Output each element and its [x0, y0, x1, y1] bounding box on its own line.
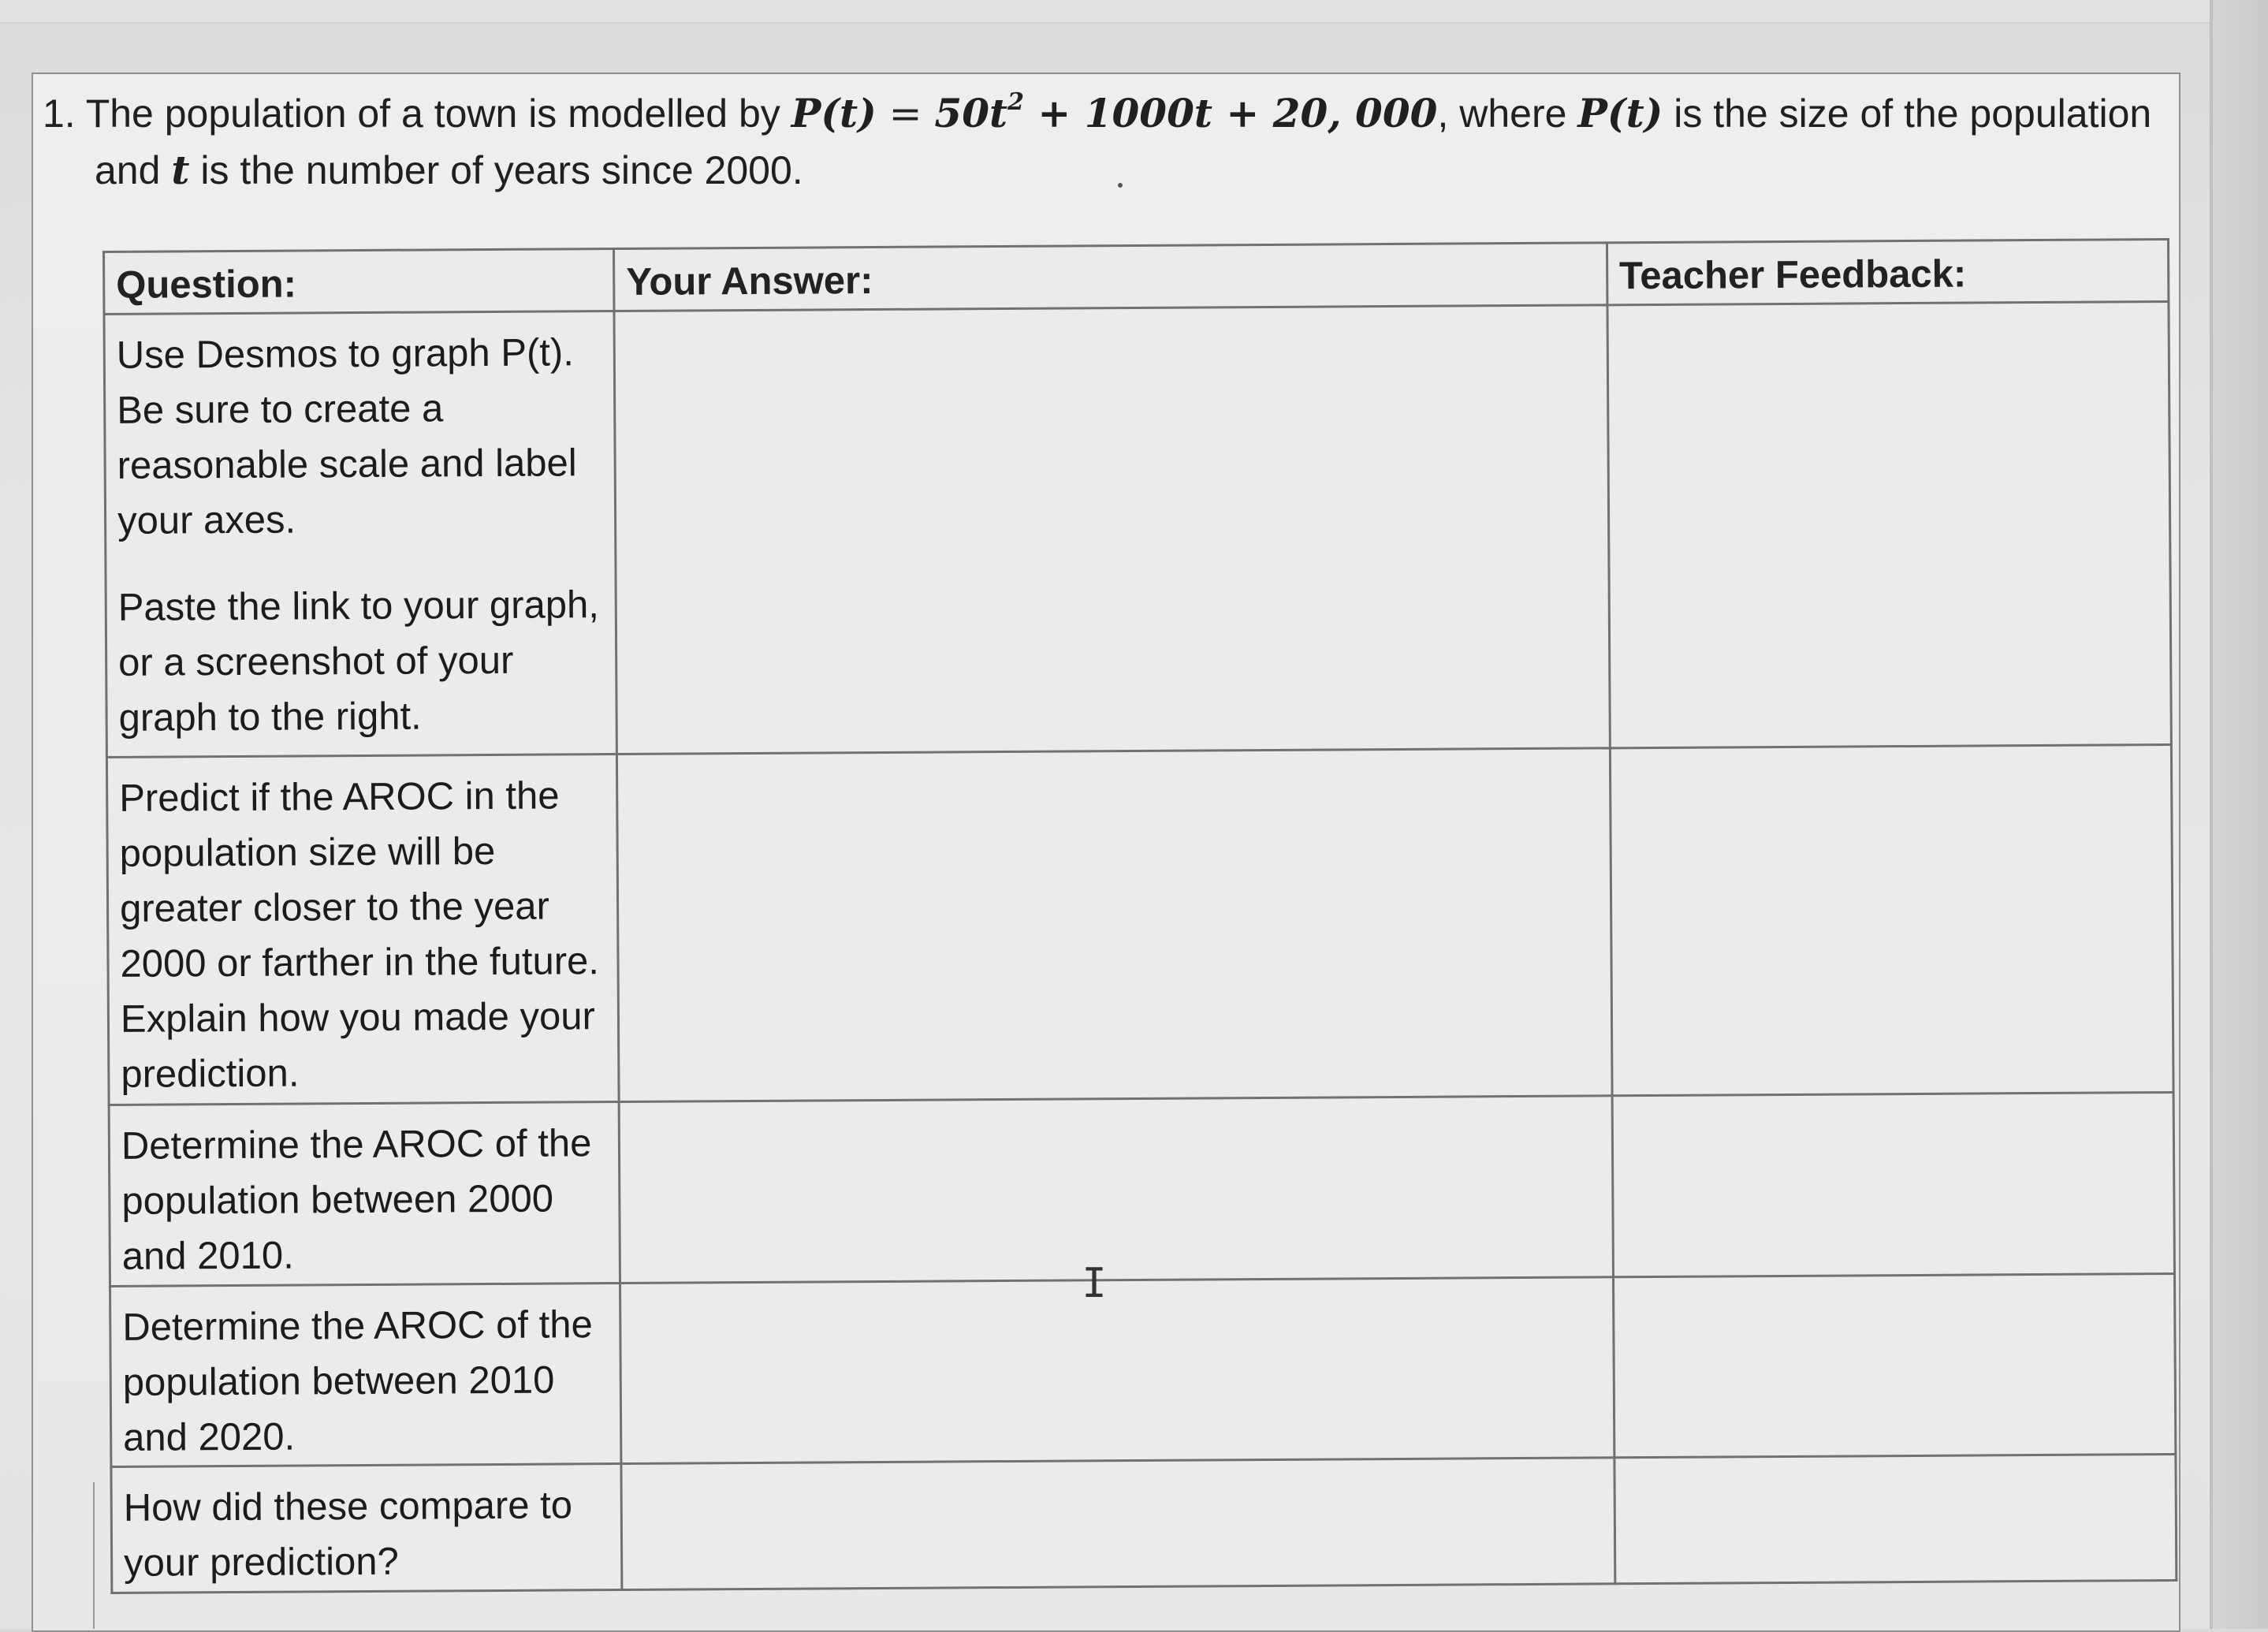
answer-cell-predict[interactable] — [617, 748, 1612, 1101]
answer-cell-graph[interactable] — [614, 305, 1610, 755]
problem-line-1 — [43, 85, 2171, 142]
formula-equals: = — [876, 91, 935, 136]
answer-cell-compare[interactable] — [621, 1458, 1615, 1589]
formula-lhs: P(t) — [791, 90, 877, 136]
screen-bezel-edge — [2210, 0, 2268, 1629]
answer-cell-aroc-2010-2020[interactable] — [620, 1276, 1614, 1463]
problem-mid-text: , where — [1437, 91, 1567, 136]
text-cursor-icon: I — [1082, 1260, 1107, 1307]
feedback-cell-predict — [1610, 745, 2173, 1096]
feedback-cell-compare — [1614, 1455, 2177, 1584]
time-variable: t — [171, 147, 190, 193]
problem-line-2 — [43, 142, 2171, 199]
question-text-paste: Paste the link to your graph, or a screenshot of your graph to the right. — [117, 583, 600, 740]
table-row — [111, 1455, 2177, 1593]
problem-line2-suffix: is the number of years since 2000. — [200, 148, 803, 192]
feedback-cell-graph — [1607, 302, 2172, 748]
population-variable: P(t) — [1577, 90, 1663, 136]
problem-statement — [43, 85, 2171, 199]
problem-number: 1. — [43, 91, 76, 136]
answer-cell-aroc-2000-2010[interactable] — [619, 1096, 1613, 1283]
formula-exponent: 2 — [1007, 88, 1024, 116]
question-cell-compare: How did these compare to your prediction? — [111, 1464, 622, 1593]
problem-line1-suffix: is the size of the population — [1674, 91, 2152, 136]
paragraph-gap — [117, 546, 603, 580]
page-margin-rule — [93, 1482, 95, 1629]
question-cell-aroc-2010-2020: Determine the AROC of the population between 2010 and 2020. — [110, 1283, 622, 1467]
window-top-strip — [0, 0, 2213, 24]
question-cell-predict: Predict if the AROC in the population size will be greater closer to the year 2000 or farther in the future. Explain how you made your prediction. — [106, 755, 619, 1105]
table-row — [109, 1092, 2174, 1286]
table-row — [104, 302, 2171, 758]
header-your-answer: Your Answer: — [614, 243, 1607, 311]
question-cell-graph — [104, 311, 617, 758]
question-text-graph: Use Desmos to graph P(t). Be sure to create a reasonable scale and label your axes. — [116, 331, 577, 543]
header-teacher-feedback: Teacher Feedback: — [1607, 239, 2169, 305]
table-row — [106, 745, 2173, 1105]
problem-intro-text: The population of a town is modelled by — [85, 91, 780, 136]
header-question: Question: — [104, 249, 615, 315]
question-table — [102, 238, 2177, 1594]
table-row — [110, 1273, 2176, 1467]
problem-line2-prefix: and — [95, 148, 161, 192]
feedback-cell-aroc-2000-2010 — [1612, 1092, 2175, 1276]
question-cell-aroc-2000-2010: Determine the AROC of the population between 2000 and 2010. — [109, 1101, 620, 1286]
formula-rest: + 1000t + 20, 000 — [1023, 90, 1438, 136]
formula-term1: 50t — [934, 90, 1008, 136]
feedback-cell-aroc-2010-2020 — [1613, 1273, 2176, 1458]
